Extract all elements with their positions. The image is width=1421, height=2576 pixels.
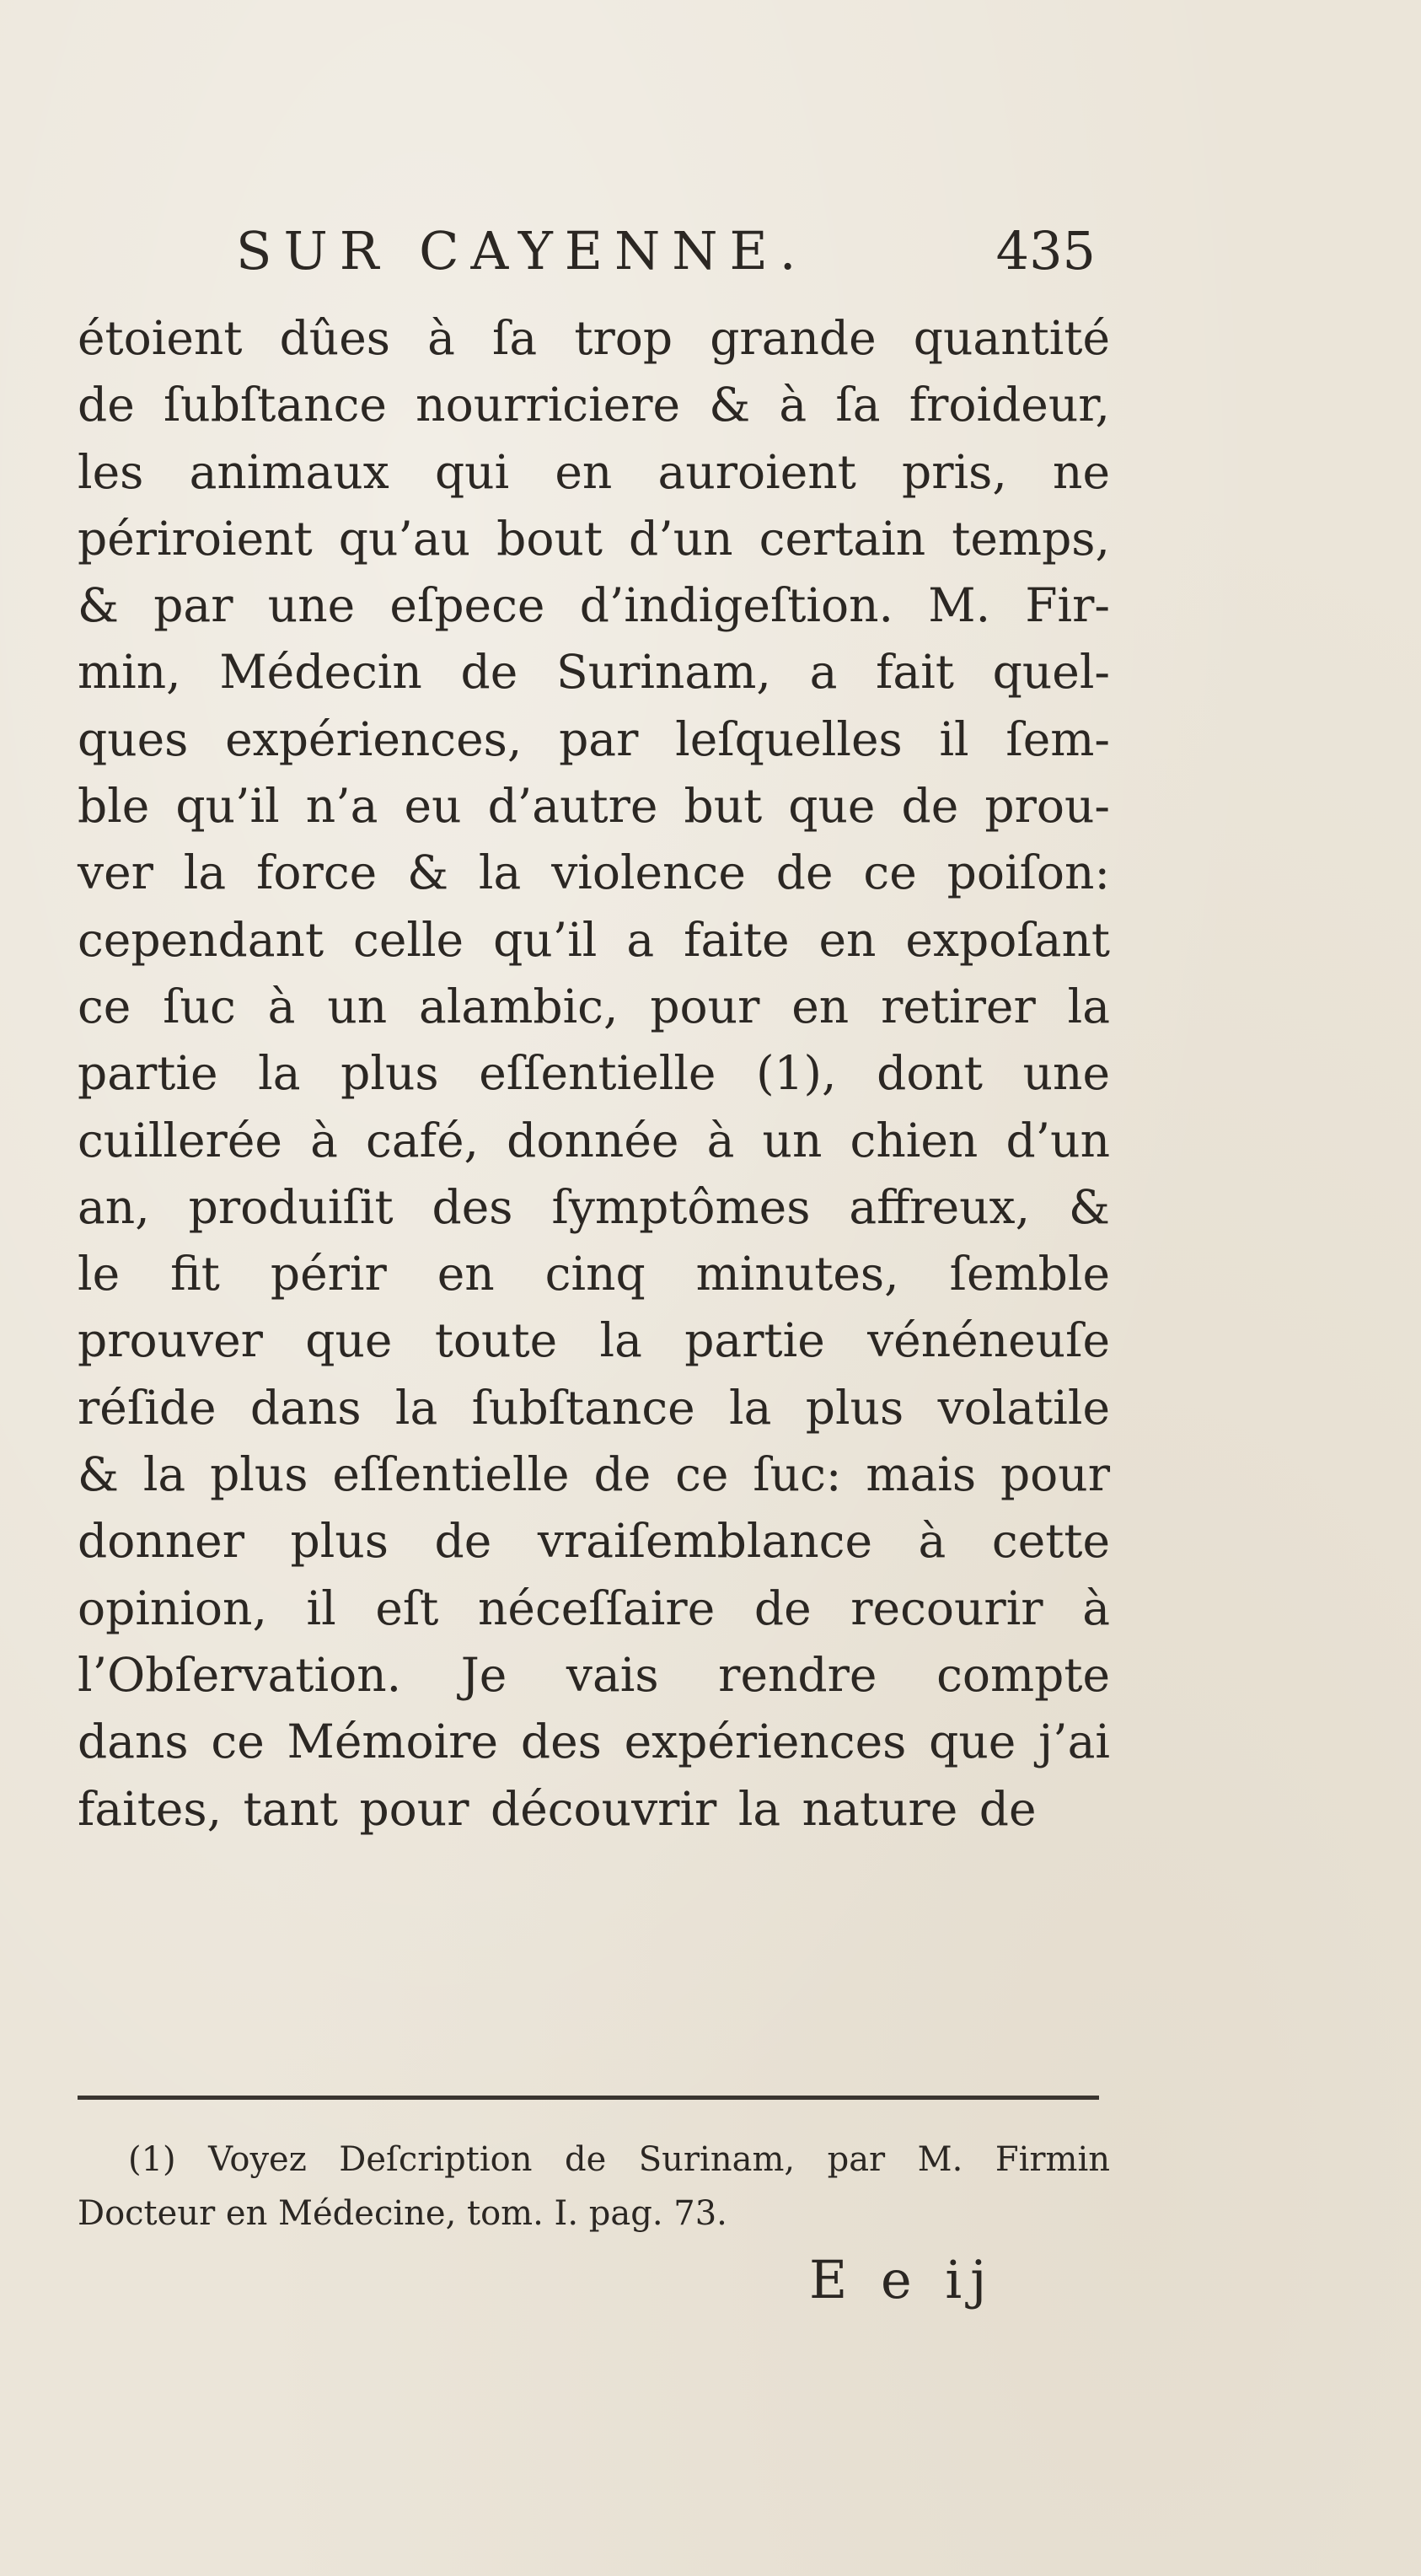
text-line: an, produiſit des ſymptômes affreux, &: [78, 1179, 1110, 1234]
footnote-line: Docteur en Médecine, tom. I. pag. 73.: [78, 2194, 727, 2233]
text-line: les animaux qui en auroient pris, ne: [78, 444, 1110, 499]
text-line: cuillerée à café, donnée à un chien d’un: [78, 1113, 1110, 1167]
text-line: cependant celle qu’il a faite en expoſant: [78, 912, 1110, 967]
text-line: min, Médecin de Surinam, a fait quel-: [78, 645, 1110, 700]
text-line: étoient dûes à ſa trop grande quantité: [78, 311, 1110, 365]
text-line: périroient qu’au bout d’un certain temps,: [78, 511, 1110, 566]
running-head: SUR CAYENNE.: [236, 220, 808, 282]
text-line: le fit périr en cinq minutes, ſemble: [78, 1247, 1110, 1301]
page-header: [236, 217, 1096, 285]
footnote-rule: [78, 2096, 1099, 2100]
text-line: ver la force & la violence de ce poiſon:: [78, 845, 1110, 900]
text-line: l’Obſervation. Je vais rendre compte: [78, 1647, 1110, 1702]
text-line: & la plus eſſentielle de ce ſuc: mais pour: [78, 1447, 1110, 1502]
text-line: donner plus de vraiſemblance à cette: [78, 1514, 1110, 1569]
text-line: de ſubſtance nourriciere & à ſa froideur,: [78, 378, 1110, 432]
text-line: partie la plus eſſentielle (1), dont une: [78, 1046, 1110, 1101]
text-line: prouver que toute la partie vénéneuſe: [78, 1313, 1110, 1368]
footnote: [78, 2133, 1110, 2241]
text-line: ble qu’il n’a eu d’autre but que de prou-: [78, 779, 1110, 834]
page-number: 435: [995, 220, 1096, 282]
footnote-line: (1) Voyez Deſcription de Surinam, par M. Firmin: [128, 2140, 1110, 2179]
text-line: réſide dans la ſubſtance la plus volatile: [78, 1380, 1110, 1435]
text-line: faites, tant pour découvrir la nature de: [78, 1781, 1037, 1836]
text-line: ques expériences, par leſquelles il ſem-: [78, 711, 1110, 766]
body-text: [78, 305, 1110, 1843]
signature-mark: E e ij: [809, 2249, 995, 2310]
text-line: & par une eſpece d’indigeſtion. M. Fir-: [78, 578, 1110, 633]
text-line: opinion, il eſt néceſſaire de recourir à: [78, 1580, 1110, 1635]
text-line: ce ſuc à un alambic, pour en retirer la: [78, 979, 1110, 1033]
text-line: dans ce Mémoire des expériences que j’ai: [78, 1715, 1110, 1769]
